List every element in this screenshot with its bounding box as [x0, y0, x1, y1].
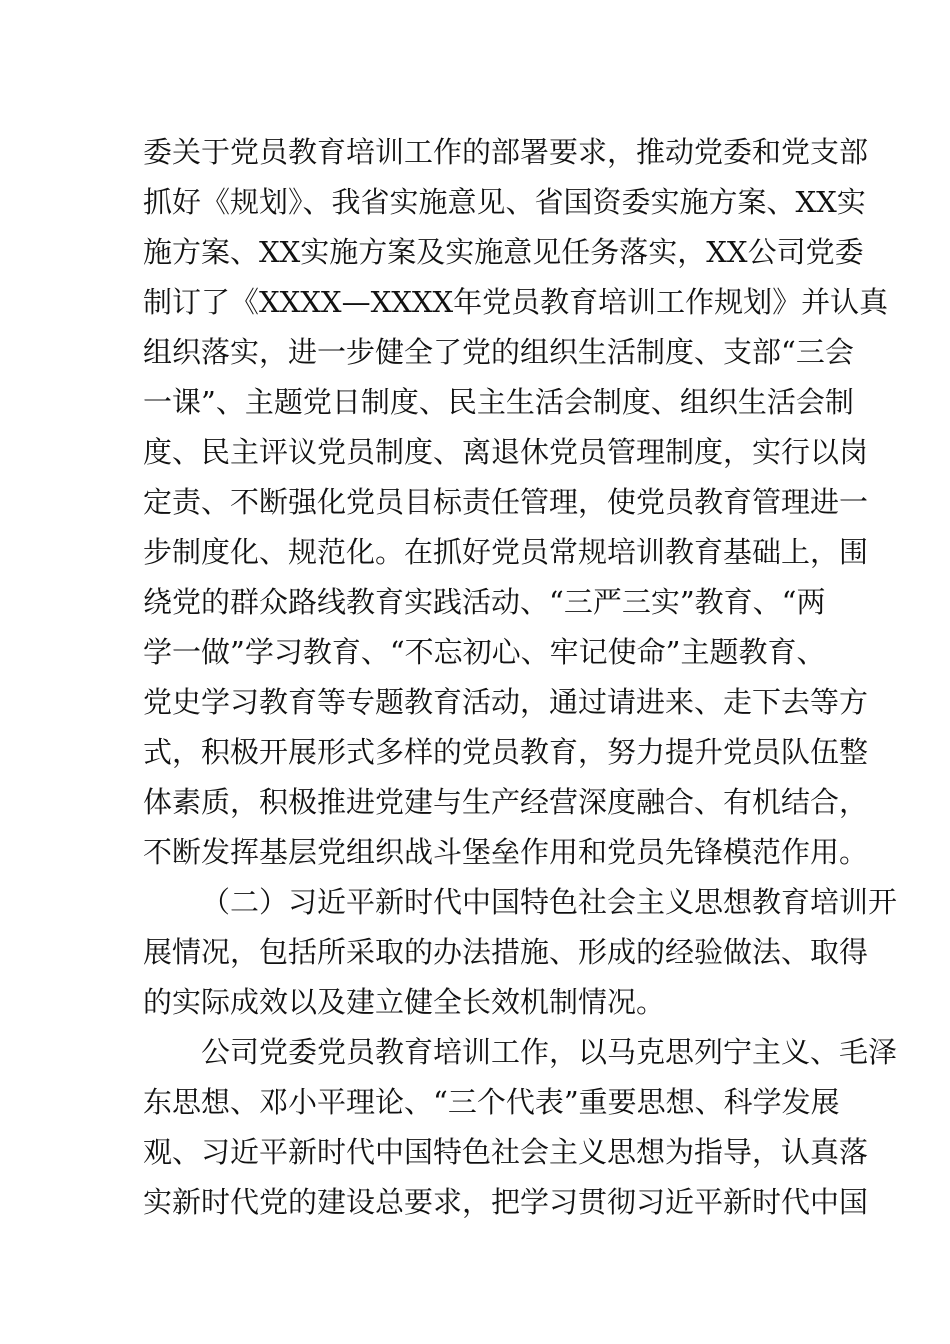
paragraph-3-line-4: 实新时代党的建设总要求，把学习贯彻习近平新时代中国 — [143, 1185, 869, 1219]
paragraph-1-line-8: 定责、不断强化党员目标责任管理，使党员教育管理进一 — [143, 485, 869, 519]
paragraph-3-line-3: 观、习近平新时代中国特色社会主义思想为指导，认真落 — [143, 1135, 869, 1169]
paragraph-1-line-1: 委关于党员教育培训工作的部署要求，推动党委和党支部 — [143, 135, 869, 169]
paragraph-1-line-13: 式，积极开展形式多样的党员教育，努力提升党员队伍整 — [143, 735, 869, 769]
paragraph-1-line-7: 度、民主评议党员制度、离退休党员管理制度，实行以岗 — [143, 435, 869, 469]
paragraph-1-line-5: 组织落实，进一步健全了党的组织生活制度、支部“三会 — [143, 335, 854, 369]
paragraph-1-line-2: 抓好《规划》、我省实施意见、省国资委实施方案、XX实 — [143, 185, 866, 219]
paragraph-1-line-11: 学一做”学习教育、“不忘初心、牢记使命”主题教育、 — [143, 635, 826, 669]
paragraph-1-line-15: 不断发挥基层党组织战斗堡垒作用和党员先锋模范作用。 — [143, 835, 869, 869]
paragraph-1-line-3: 施方案、XX实施方案及实施意见任务落实，XX公司党委 — [143, 235, 864, 269]
paragraph-1-line-9: 步制度化、规范化。在抓好党员常规培训教育基础上，围 — [143, 535, 869, 569]
paragraph-1-line-10: 绕党的群众路线教育实践活动、“三严三实”教育、“两 — [143, 585, 826, 619]
paragraph-1-line-6: 一课”、主题党日制度、民主生活会制度、组织生活会制 — [143, 385, 854, 419]
paragraph-3-line-2: 东思想、邓小平理论、“三个代表”重要思想、科学发展 — [143, 1085, 840, 1119]
paragraph-2-line-2: 展情况，包括所采取的办法措施、形成的经验做法、取得 — [143, 935, 869, 969]
paragraph-1-line-12: 党史学习教育等专题教育活动，通过请进来、走下去等方 — [143, 685, 869, 719]
paragraph-1-line-4: 制订了《XXXX—XXXX年党员教育培训工作规划》并认真 — [143, 285, 889, 319]
paragraph-2-line-3: 的实际成效以及建立健全长效机制情况。 — [143, 985, 666, 1019]
paragraph-2-line-1: （二）习近平新时代中国特色社会主义思想教育培训开 — [201, 885, 898, 919]
paragraph-3-line-1: 公司党委党员教育培训工作，以马克思列宁主义、毛泽 — [201, 1035, 898, 1069]
paragraph-1-line-14: 体素质，积极推进党建与生产经营深度融合、有机结合， — [143, 785, 869, 819]
